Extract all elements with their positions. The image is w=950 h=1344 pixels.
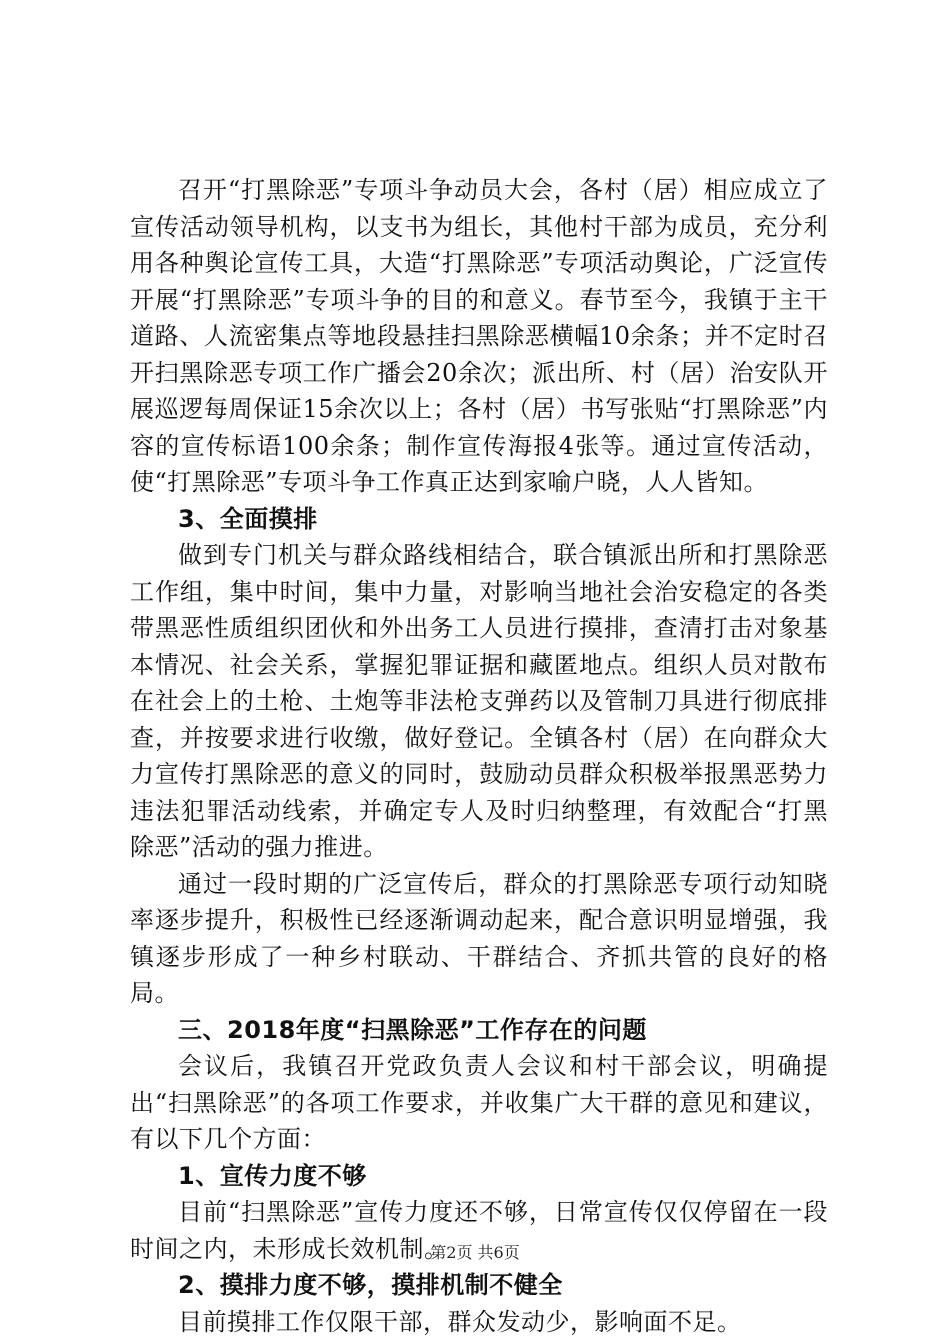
section-heading: 三、2018年度“扫黑除恶”工作存在的问题 <box>178 1015 647 1044</box>
paragraph: 召开“打黑除恶”专项斗争动员大会，各村（居）相应成立了宣传活动领导机构，以支书为组长，其他村干部为成员，充分利用各种舆论宣传工具，大造“打黑除恶”专项活动舆论，广泛宣传开展“打黑除恶”专项斗争的目的和意义。春节至今，我镇于主干道路、人流密集点等地段悬挂扫黑除恶横幅10余条；并不定时召开扫黑除恶专项工作广播会20余次；派出所、村（居）治安队开展巡逻每周保证15余次以上；各村（居）书写张贴“打黑除恶”内容的宣传标语100余条；制作宣传海报4张等。通过宣传活动，使“打黑除恶”专项斗争工作真正达到家喻户晓，人人皆知。 <box>130 176 828 496</box>
section-heading: 3、全面摸排 <box>178 504 318 533</box>
document-body <box>130 172 828 1340</box>
paragraph: 目前摸排工作仅限干部，群众发动少，影响面不足。 <box>178 1307 742 1336</box>
paragraph: 通过一段时期的广泛宣传后，群众的打黑除恶专项行动知晓率逐步提升，积极性已经逐渐调动起来，配合意识明显增强，我镇逐步形成了一种乡村联动、干群结合、齐抓共管的良好的格局。 <box>130 869 828 1007</box>
page-number-footer: 第2页 共6页 <box>430 1243 520 1262</box>
paragraph: 目前“扫黑除恶”宣传力度还不够，日常宣传仅仅停留在一段时间之内，未形成长效机制。 <box>130 1198 828 1263</box>
paragraph: 会议后，我镇召开党政负责人会议和村干部会议，明确提出“扫黑除恶”的各项工作要求，并收集广大干群的意见和建议，有以下几个方面： <box>130 1052 828 1153</box>
section-heading: 2、摸排力度不够，摸排机制不健全 <box>178 1271 563 1299</box>
section-heading: 1、宣传力度不够 <box>178 1161 367 1190</box>
paragraph: 做到专门机关与群众路线相结合，联合镇派出所和打黑除恶工作组，集中时间，集中力量，对影响当地社会治安稳定的各类带黑恶性质组织团伙和外出务工人员进行摸排，查清打击对象基本情况、社会关系，掌握犯罪证据和藏匿地点。组织人员对散布在社会上的土枪、土炮等非法枪支弹药以及管制刀具进行彻底排查，并按要求进行收缴，做好登记。全镇各村（居）在向群众大力宣传打黑除恶的意义的同时，鼓励动员群众积极举报黑恶势力违法犯罪活动线索，并确定专人及时归纳整理，有效配合“打黑除恶”活动的强力推进。 <box>130 541 828 861</box>
